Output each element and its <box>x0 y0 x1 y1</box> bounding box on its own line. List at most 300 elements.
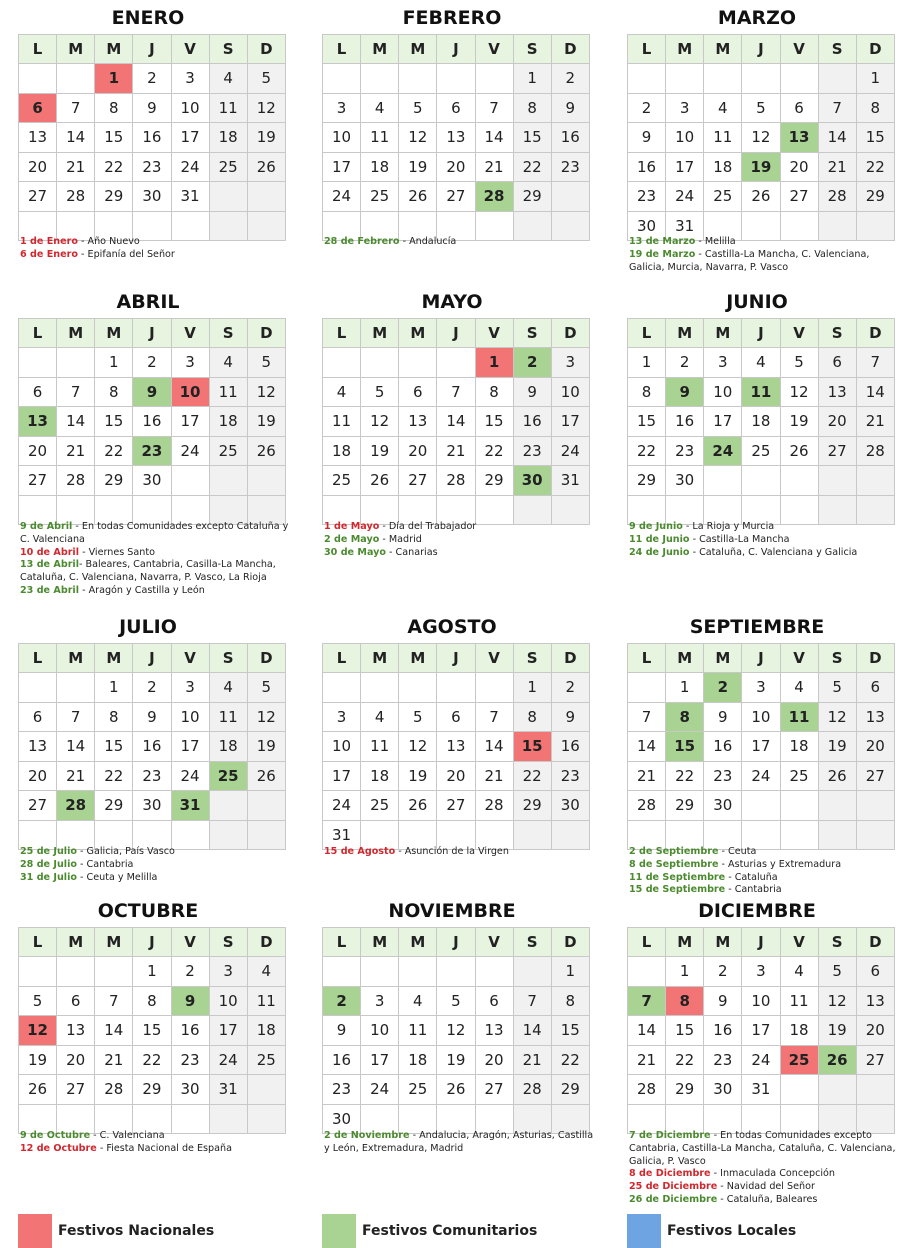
day-cell[interactable]: 3 <box>742 957 780 987</box>
day-cell[interactable]: 14 <box>57 407 95 437</box>
day-cell[interactable]: 10 <box>171 702 209 732</box>
day-cell[interactable]: 14 <box>513 1016 551 1046</box>
day-cell[interactable]: 25 <box>209 436 247 466</box>
day-cell[interactable]: 25 <box>780 1045 818 1075</box>
day-cell[interactable]: 1 <box>133 957 171 987</box>
day-cell[interactable]: 29 <box>95 791 133 821</box>
day-cell[interactable]: 18 <box>361 761 399 791</box>
day-cell[interactable]: 28 <box>475 182 513 212</box>
day-cell[interactable]: 18 <box>209 123 247 153</box>
day-cell[interactable]: 30 <box>133 182 171 212</box>
day-cell[interactable]: 28 <box>437 466 475 496</box>
day-cell[interactable]: 18 <box>742 407 780 437</box>
day-cell[interactable]: 17 <box>323 152 361 182</box>
day-cell[interactable]: 12 <box>247 377 285 407</box>
day-cell[interactable]: 21 <box>856 407 894 437</box>
day-cell[interactable]: 31 <box>666 211 704 241</box>
day-cell[interactable]: 8 <box>856 93 894 123</box>
day-cell[interactable]: 28 <box>818 182 856 212</box>
day-cell[interactable]: 22 <box>95 761 133 791</box>
day-cell[interactable]: 12 <box>361 407 399 437</box>
day-cell[interactable]: 26 <box>818 1045 856 1075</box>
day-cell[interactable]: 4 <box>704 93 742 123</box>
day-cell[interactable]: 19 <box>742 152 780 182</box>
day-cell[interactable]: 28 <box>475 791 513 821</box>
day-cell[interactable]: 5 <box>780 348 818 378</box>
day-cell[interactable]: 30 <box>666 466 704 496</box>
day-cell[interactable]: 4 <box>209 64 247 94</box>
day-cell[interactable]: 30 <box>704 791 742 821</box>
day-cell[interactable]: 2 <box>171 957 209 987</box>
day-cell[interactable]: 22 <box>513 761 551 791</box>
day-cell[interactable]: 26 <box>247 436 285 466</box>
day-cell[interactable]: 11 <box>323 407 361 437</box>
day-cell[interactable]: 17 <box>323 761 361 791</box>
day-cell[interactable]: 27 <box>19 182 57 212</box>
day-cell[interactable]: 3 <box>666 93 704 123</box>
day-cell[interactable]: 6 <box>399 377 437 407</box>
day-cell[interactable]: 9 <box>704 702 742 732</box>
day-cell[interactable]: 27 <box>475 1075 513 1105</box>
day-cell[interactable]: 23 <box>551 761 589 791</box>
day-cell[interactable]: 15 <box>513 123 551 153</box>
day-cell[interactable]: 13 <box>437 123 475 153</box>
day-cell[interactable]: 17 <box>704 407 742 437</box>
day-cell[interactable]: 9 <box>133 702 171 732</box>
day-cell[interactable]: 25 <box>742 436 780 466</box>
day-cell[interactable]: 4 <box>399 986 437 1016</box>
day-cell[interactable]: 24 <box>742 761 780 791</box>
day-cell[interactable]: 20 <box>475 1045 513 1075</box>
day-cell[interactable]: 15 <box>95 123 133 153</box>
day-cell[interactable]: 7 <box>856 348 894 378</box>
day-cell[interactable]: 23 <box>704 761 742 791</box>
day-cell[interactable]: 27 <box>19 791 57 821</box>
day-cell[interactable]: 1 <box>513 673 551 703</box>
day-cell[interactable]: 1 <box>666 673 704 703</box>
day-cell[interactable]: 17 <box>666 152 704 182</box>
day-cell[interactable]: 8 <box>95 377 133 407</box>
day-cell[interactable]: 21 <box>95 1045 133 1075</box>
day-cell[interactable]: 16 <box>628 152 666 182</box>
day-cell[interactable]: 14 <box>475 123 513 153</box>
day-cell[interactable]: 1 <box>475 348 513 378</box>
day-cell[interactable]: 21 <box>628 761 666 791</box>
day-cell[interactable]: 27 <box>19 466 57 496</box>
day-cell[interactable]: 18 <box>323 436 361 466</box>
day-cell[interactable]: 26 <box>780 436 818 466</box>
day-cell[interactable]: 24 <box>361 1075 399 1105</box>
day-cell[interactable]: 3 <box>551 348 589 378</box>
day-cell[interactable]: 13 <box>856 986 894 1016</box>
day-cell[interactable]: 3 <box>171 64 209 94</box>
day-cell[interactable]: 31 <box>171 182 209 212</box>
day-cell[interactable]: 16 <box>704 1016 742 1046</box>
day-cell[interactable]: 5 <box>247 673 285 703</box>
day-cell[interactable]: 16 <box>513 407 551 437</box>
day-cell[interactable]: 2 <box>133 673 171 703</box>
day-cell[interactable]: 7 <box>57 377 95 407</box>
day-cell[interactable]: 9 <box>628 123 666 153</box>
day-cell[interactable]: 12 <box>780 377 818 407</box>
day-cell[interactable]: 5 <box>247 64 285 94</box>
day-cell[interactable]: 25 <box>247 1045 285 1075</box>
day-cell[interactable]: 20 <box>57 1045 95 1075</box>
day-cell[interactable]: 12 <box>19 1016 57 1046</box>
day-cell[interactable]: 24 <box>323 791 361 821</box>
day-cell[interactable]: 7 <box>818 93 856 123</box>
day-cell[interactable]: 18 <box>361 152 399 182</box>
day-cell[interactable]: 29 <box>628 466 666 496</box>
day-cell[interactable]: 5 <box>437 986 475 1016</box>
day-cell[interactable]: 5 <box>818 673 856 703</box>
day-cell[interactable]: 14 <box>628 1016 666 1046</box>
day-cell[interactable]: 31 <box>171 791 209 821</box>
day-cell[interactable]: 4 <box>780 673 818 703</box>
day-cell[interactable]: 16 <box>133 123 171 153</box>
day-cell[interactable]: 11 <box>780 702 818 732</box>
day-cell[interactable]: 25 <box>780 761 818 791</box>
day-cell[interactable]: 5 <box>399 93 437 123</box>
day-cell[interactable]: 22 <box>95 436 133 466</box>
day-cell[interactable]: 22 <box>666 1045 704 1075</box>
day-cell[interactable]: 13 <box>57 1016 95 1046</box>
day-cell[interactable]: 17 <box>742 1016 780 1046</box>
day-cell[interactable]: 24 <box>171 761 209 791</box>
day-cell[interactable]: 7 <box>628 702 666 732</box>
day-cell[interactable]: 15 <box>666 1016 704 1046</box>
day-cell[interactable]: 3 <box>209 957 247 987</box>
day-cell[interactable]: 9 <box>551 93 589 123</box>
day-cell[interactable]: 11 <box>209 702 247 732</box>
day-cell[interactable]: 26 <box>399 791 437 821</box>
day-cell[interactable]: 3 <box>704 348 742 378</box>
day-cell[interactable]: 13 <box>437 732 475 762</box>
day-cell[interactable]: 28 <box>57 791 95 821</box>
day-cell[interactable]: 21 <box>57 761 95 791</box>
day-cell[interactable]: 22 <box>95 152 133 182</box>
day-cell[interactable]: 4 <box>323 377 361 407</box>
day-cell[interactable]: 18 <box>209 732 247 762</box>
day-cell[interactable]: 18 <box>780 1016 818 1046</box>
day-cell[interactable]: 26 <box>247 761 285 791</box>
day-cell[interactable]: 19 <box>19 1045 57 1075</box>
day-cell[interactable]: 30 <box>133 466 171 496</box>
day-cell[interactable]: 20 <box>856 1016 894 1046</box>
day-cell[interactable]: 17 <box>551 407 589 437</box>
day-cell[interactable]: 15 <box>513 732 551 762</box>
day-cell[interactable]: 15 <box>475 407 513 437</box>
day-cell[interactable]: 16 <box>323 1045 361 1075</box>
day-cell[interactable]: 16 <box>666 407 704 437</box>
day-cell[interactable]: 1 <box>666 957 704 987</box>
day-cell[interactable]: 26 <box>742 182 780 212</box>
day-cell[interactable]: 14 <box>95 1016 133 1046</box>
day-cell[interactable]: 2 <box>323 986 361 1016</box>
day-cell[interactable]: 9 <box>513 377 551 407</box>
day-cell[interactable]: 25 <box>361 182 399 212</box>
day-cell[interactable]: 23 <box>628 182 666 212</box>
day-cell[interactable]: 1 <box>513 64 551 94</box>
day-cell[interactable]: 13 <box>19 732 57 762</box>
day-cell[interactable]: 30 <box>513 466 551 496</box>
day-cell[interactable]: 7 <box>437 377 475 407</box>
day-cell[interactable]: 17 <box>171 732 209 762</box>
day-cell[interactable]: 9 <box>323 1016 361 1046</box>
day-cell[interactable]: 19 <box>361 436 399 466</box>
day-cell[interactable]: 25 <box>399 1075 437 1105</box>
day-cell[interactable]: 28 <box>95 1075 133 1105</box>
day-cell[interactable]: 10 <box>551 377 589 407</box>
day-cell[interactable]: 27 <box>57 1075 95 1105</box>
day-cell[interactable]: 3 <box>171 348 209 378</box>
day-cell[interactable]: 13 <box>475 1016 513 1046</box>
day-cell[interactable]: 23 <box>666 436 704 466</box>
day-cell[interactable]: 21 <box>628 1045 666 1075</box>
day-cell[interactable]: 14 <box>57 732 95 762</box>
day-cell[interactable]: 8 <box>513 93 551 123</box>
day-cell[interactable]: 8 <box>95 93 133 123</box>
day-cell[interactable]: 24 <box>171 152 209 182</box>
day-cell[interactable]: 7 <box>475 93 513 123</box>
day-cell[interactable]: 26 <box>437 1075 475 1105</box>
day-cell[interactable]: 29 <box>513 791 551 821</box>
day-cell[interactable]: 22 <box>628 436 666 466</box>
day-cell[interactable]: 22 <box>666 761 704 791</box>
day-cell[interactable]: 13 <box>19 123 57 153</box>
day-cell[interactable]: 10 <box>323 123 361 153</box>
day-cell[interactable]: 6 <box>19 377 57 407</box>
day-cell[interactable]: 24 <box>323 182 361 212</box>
day-cell[interactable]: 13 <box>856 702 894 732</box>
day-cell[interactable]: 20 <box>19 152 57 182</box>
day-cell[interactable]: 21 <box>475 761 513 791</box>
day-cell[interactable]: 19 <box>399 152 437 182</box>
day-cell[interactable]: 3 <box>361 986 399 1016</box>
day-cell[interactable]: 4 <box>742 348 780 378</box>
day-cell[interactable]: 2 <box>666 348 704 378</box>
day-cell[interactable]: 1 <box>95 64 133 94</box>
day-cell[interactable]: 12 <box>399 732 437 762</box>
day-cell[interactable]: 24 <box>209 1045 247 1075</box>
day-cell[interactable]: 27 <box>399 466 437 496</box>
day-cell[interactable]: 4 <box>209 673 247 703</box>
day-cell[interactable]: 20 <box>818 407 856 437</box>
day-cell[interactable]: 31 <box>551 466 589 496</box>
day-cell[interactable]: 25 <box>704 182 742 212</box>
day-cell[interactable]: 16 <box>171 1016 209 1046</box>
day-cell[interactable]: 8 <box>666 702 704 732</box>
day-cell[interactable]: 28 <box>513 1075 551 1105</box>
day-cell[interactable]: 24 <box>666 182 704 212</box>
day-cell[interactable]: 9 <box>133 377 171 407</box>
day-cell[interactable]: 14 <box>818 123 856 153</box>
day-cell[interactable]: 26 <box>247 152 285 182</box>
day-cell[interactable]: 31 <box>209 1075 247 1105</box>
day-cell[interactable]: 19 <box>818 1016 856 1046</box>
day-cell[interactable]: 24 <box>551 436 589 466</box>
day-cell[interactable]: 11 <box>361 732 399 762</box>
day-cell[interactable]: 2 <box>551 64 589 94</box>
day-cell[interactable]: 19 <box>399 761 437 791</box>
day-cell[interactable]: 18 <box>780 732 818 762</box>
day-cell[interactable]: 17 <box>171 123 209 153</box>
day-cell[interactable]: 3 <box>323 702 361 732</box>
day-cell[interactable]: 28 <box>628 791 666 821</box>
day-cell[interactable]: 21 <box>57 152 95 182</box>
day-cell[interactable]: 2 <box>704 957 742 987</box>
day-cell[interactable]: 19 <box>780 407 818 437</box>
day-cell[interactable]: 30 <box>551 791 589 821</box>
day-cell[interactable]: 9 <box>171 986 209 1016</box>
day-cell[interactable]: 23 <box>133 152 171 182</box>
day-cell[interactable]: 20 <box>780 152 818 182</box>
day-cell[interactable]: 1 <box>628 348 666 378</box>
day-cell[interactable]: 19 <box>247 407 285 437</box>
day-cell[interactable]: 28 <box>57 182 95 212</box>
day-cell[interactable]: 14 <box>437 407 475 437</box>
day-cell[interactable]: 5 <box>247 348 285 378</box>
day-cell[interactable]: 3 <box>171 673 209 703</box>
day-cell[interactable]: 16 <box>704 732 742 762</box>
day-cell[interactable]: 8 <box>133 986 171 1016</box>
day-cell[interactable]: 1 <box>551 957 589 987</box>
day-cell[interactable]: 25 <box>323 466 361 496</box>
day-cell[interactable]: 11 <box>704 123 742 153</box>
day-cell[interactable]: 16 <box>133 407 171 437</box>
day-cell[interactable]: 17 <box>171 407 209 437</box>
day-cell[interactable]: 22 <box>513 152 551 182</box>
day-cell[interactable]: 23 <box>323 1075 361 1105</box>
day-cell[interactable]: 26 <box>19 1075 57 1105</box>
day-cell[interactable]: 4 <box>361 702 399 732</box>
day-cell[interactable]: 6 <box>57 986 95 1016</box>
day-cell[interactable]: 28 <box>628 1075 666 1105</box>
day-cell[interactable]: 24 <box>704 436 742 466</box>
day-cell[interactable]: 17 <box>361 1045 399 1075</box>
day-cell[interactable]: 16 <box>133 732 171 762</box>
day-cell[interactable]: 18 <box>704 152 742 182</box>
day-cell[interactable]: 27 <box>856 1045 894 1075</box>
day-cell[interactable]: 6 <box>780 93 818 123</box>
day-cell[interactable]: 18 <box>209 407 247 437</box>
day-cell[interactable]: 30 <box>628 211 666 241</box>
day-cell[interactable]: 30 <box>704 1075 742 1105</box>
day-cell[interactable]: 22 <box>133 1045 171 1075</box>
day-cell[interactable]: 21 <box>818 152 856 182</box>
day-cell[interactable]: 9 <box>704 986 742 1016</box>
day-cell[interactable]: 8 <box>513 702 551 732</box>
day-cell[interactable]: 29 <box>551 1075 589 1105</box>
day-cell[interactable]: 6 <box>437 702 475 732</box>
day-cell[interactable]: 19 <box>818 732 856 762</box>
day-cell[interactable]: 24 <box>742 1045 780 1075</box>
day-cell[interactable]: 12 <box>399 123 437 153</box>
day-cell[interactable]: 31 <box>323 820 361 850</box>
day-cell[interactable]: 10 <box>361 1016 399 1046</box>
day-cell[interactable]: 15 <box>95 407 133 437</box>
day-cell[interactable]: 10 <box>742 986 780 1016</box>
day-cell[interactable]: 27 <box>856 761 894 791</box>
day-cell[interactable]: 20 <box>437 761 475 791</box>
day-cell[interactable]: 24 <box>171 436 209 466</box>
day-cell[interactable]: 7 <box>95 986 133 1016</box>
day-cell[interactable]: 11 <box>209 377 247 407</box>
day-cell[interactable]: 19 <box>437 1045 475 1075</box>
day-cell[interactable]: 29 <box>666 1075 704 1105</box>
day-cell[interactable]: 15 <box>666 732 704 762</box>
day-cell[interactable]: 12 <box>818 986 856 1016</box>
day-cell[interactable]: 27 <box>818 436 856 466</box>
day-cell[interactable]: 27 <box>437 791 475 821</box>
day-cell[interactable]: 2 <box>704 673 742 703</box>
day-cell[interactable]: 11 <box>361 123 399 153</box>
day-cell[interactable]: 20 <box>399 436 437 466</box>
day-cell[interactable]: 3 <box>742 673 780 703</box>
day-cell[interactable]: 4 <box>209 348 247 378</box>
day-cell[interactable]: 23 <box>551 152 589 182</box>
day-cell[interactable]: 15 <box>628 407 666 437</box>
day-cell[interactable]: 17 <box>209 1016 247 1046</box>
day-cell[interactable]: 5 <box>818 957 856 987</box>
day-cell[interactable]: 2 <box>133 64 171 94</box>
day-cell[interactable]: 31 <box>742 1075 780 1105</box>
day-cell[interactable]: 6 <box>475 986 513 1016</box>
day-cell[interactable]: 23 <box>133 761 171 791</box>
day-cell[interactable]: 20 <box>437 152 475 182</box>
day-cell[interactable]: 23 <box>704 1045 742 1075</box>
day-cell[interactable]: 11 <box>247 986 285 1016</box>
day-cell[interactable]: 8 <box>666 986 704 1016</box>
day-cell[interactable]: 2 <box>133 348 171 378</box>
day-cell[interactable]: 25 <box>209 761 247 791</box>
day-cell[interactable]: 21 <box>437 436 475 466</box>
day-cell[interactable]: 8 <box>95 702 133 732</box>
day-cell[interactable]: 3 <box>323 93 361 123</box>
day-cell[interactable]: 18 <box>247 1016 285 1046</box>
day-cell[interactable]: 11 <box>399 1016 437 1046</box>
day-cell[interactable]: 5 <box>19 986 57 1016</box>
day-cell[interactable]: 11 <box>209 93 247 123</box>
day-cell[interactable]: 17 <box>742 732 780 762</box>
day-cell[interactable]: 12 <box>247 702 285 732</box>
day-cell[interactable]: 2 <box>513 348 551 378</box>
day-cell[interactable]: 13 <box>399 407 437 437</box>
day-cell[interactable]: 26 <box>399 182 437 212</box>
day-cell[interactable]: 14 <box>856 377 894 407</box>
day-cell[interactable]: 29 <box>475 466 513 496</box>
day-cell[interactable]: 20 <box>19 436 57 466</box>
day-cell[interactable]: 6 <box>856 957 894 987</box>
day-cell[interactable]: 14 <box>57 123 95 153</box>
day-cell[interactable]: 6 <box>818 348 856 378</box>
day-cell[interactable]: 9 <box>666 377 704 407</box>
day-cell[interactable]: 29 <box>666 791 704 821</box>
day-cell[interactable]: 10 <box>742 702 780 732</box>
day-cell[interactable]: 21 <box>513 1045 551 1075</box>
day-cell[interactable]: 4 <box>780 957 818 987</box>
day-cell[interactable]: 19 <box>247 123 285 153</box>
day-cell[interactable]: 22 <box>856 152 894 182</box>
day-cell[interactable]: 8 <box>551 986 589 1016</box>
day-cell[interactable]: 10 <box>171 93 209 123</box>
day-cell[interactable]: 29 <box>856 182 894 212</box>
day-cell[interactable]: 9 <box>551 702 589 732</box>
day-cell[interactable]: 1 <box>856 64 894 94</box>
day-cell[interactable]: 20 <box>856 732 894 762</box>
day-cell[interactable]: 11 <box>780 986 818 1016</box>
day-cell[interactable]: 22 <box>475 436 513 466</box>
